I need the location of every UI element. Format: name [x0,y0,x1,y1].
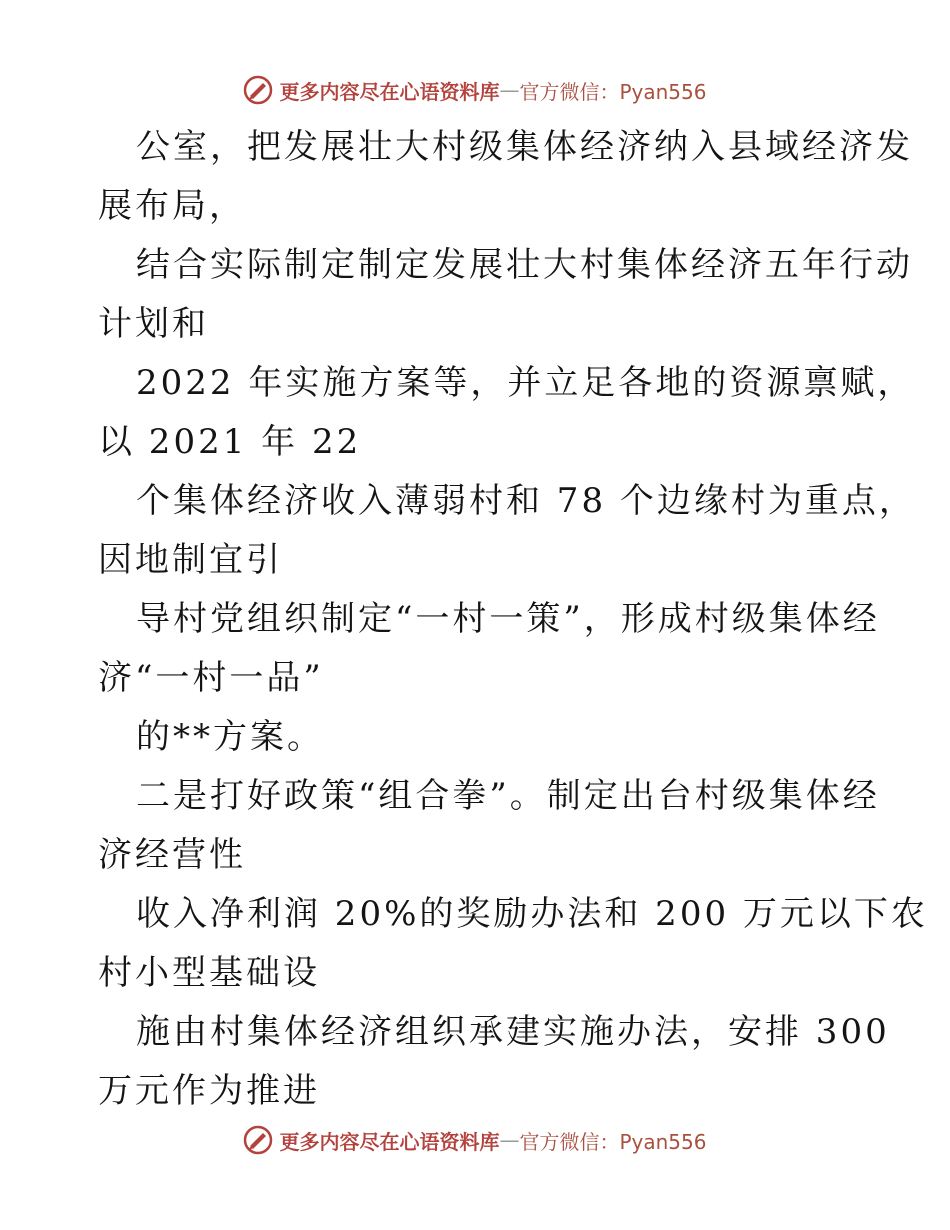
text-line: 济“一村一品” [98,658,324,698]
body-text [98,118,928,1121]
banner-wechat: 官方微信：Pyan556 [519,79,707,104]
banner-wechat: 官方微信：Pyan556 [519,1129,707,1154]
text-line: 导村党组织制定“一村一策”，形成村级集体经 [136,599,880,639]
logo-icon [243,75,273,105]
text-line: 结合实际制定制定发展壮大村集体经济五年行动 [136,245,913,285]
banner-site-name: 更多内容尽在心语资料库 [279,79,500,104]
text-line: 施由村集体经济组织承建实施办法，安排 300 [136,1012,890,1052]
header-banner [0,70,950,110]
text-line: 二是打好政策“组合拳”。制定出台村级集体经 [136,776,880,816]
text-line: 以 2021 年 22 [98,422,362,462]
text-line: 因地制宜引 [98,540,283,580]
text-line: 万元作为推进 [98,1071,320,1111]
banner-site-name: 更多内容尽在心语资料库 [279,1129,500,1154]
logo-icon [243,1125,273,1155]
text-line: 的**方案。 [136,717,324,757]
text-line: 收入净利润 20%的奖励办法和 200 万元以下农 [136,894,928,934]
text-line: 公室，把发展壮大村级集体经济纳入县域经济发 [136,127,913,167]
text-line: 村小型基础设 [98,953,320,993]
banner-dash: — [499,1128,520,1152]
text-line: 计划和 [98,304,209,344]
footer-banner [0,1120,950,1160]
text-line: 2022 年实施方案等，并立足各地的资源禀赋， [136,363,915,403]
text-line: 展布局， [98,186,246,226]
banner-dash: — [499,78,520,102]
text-line: 个集体经济收入薄弱村和 78 个边缘村为重点， [136,481,916,521]
text-line: 济经营性 [98,835,246,875]
